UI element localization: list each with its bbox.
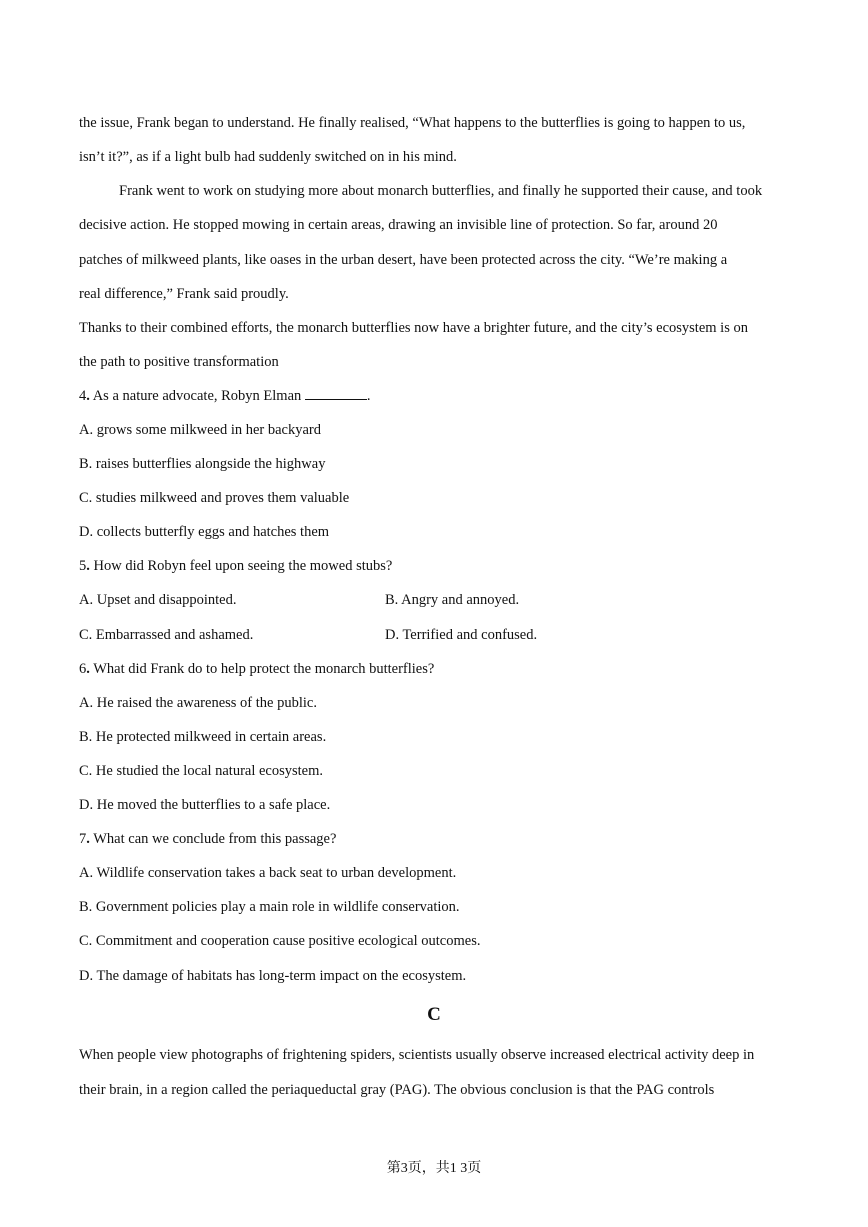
option-d: D. The damage of habitats has long-term impact on the ecosystem.	[79, 968, 467, 984]
question-number: 6	[79, 661, 87, 677]
question-4-stem: 4. As a nature advocate, Robyn Elman .	[79, 388, 371, 404]
passage-line: real difference,” Frank said proudly.	[79, 286, 289, 302]
passage-line: decisive action. He stopped mowing in certain areas, drawing an invisible line of protection. So far, around 20	[79, 217, 718, 233]
option-a: A. Upset and disappointed.	[79, 592, 237, 608]
question-text: What did Frank do to help protect the monarch butterflies?	[93, 661, 435, 677]
option-d: D. He moved the butterflies to a safe place.	[79, 797, 331, 813]
option-a: A. He raised the awareness of the public.	[79, 695, 317, 711]
question-7-stem: 7. What can we conclude from this passage?	[79, 831, 337, 847]
passage-line: the path to positive transformation	[79, 354, 279, 370]
option-b: B. raises butterflies alongside the highway	[79, 456, 326, 472]
question-number: 4	[79, 388, 87, 404]
question-text: How did Robyn feel upon seeing the mowed stubs?	[93, 558, 393, 574]
section-heading: C	[427, 1004, 441, 1025]
passage-line: Thanks to their combined efforts, the monarch butterflies now have a brighter future, and the city’s ecosystem is on	[79, 320, 748, 336]
passage-line: patches of milkweed plants, like oases in the urban desert, have been protected across the city. “We’re making a	[79, 252, 728, 268]
question-text: What can we conclude from this passage?	[93, 831, 337, 847]
option-d: D. Terrified and confused.	[385, 627, 538, 643]
option-d: D. collects butterfly eggs and hatches them	[79, 524, 330, 540]
question-5-stem: 5. How did Robyn feel upon seeing the mowed stubs?	[79, 558, 393, 574]
page-number: 第3页，共1 3页	[386, 1161, 482, 1176]
option-a: A. grows some milkweed in her backyard	[79, 422, 322, 438]
answer-blank	[305, 387, 367, 400]
question-end: .	[366, 388, 371, 404]
option-c: C. Commitment and cooperation cause positive ecological outcomes.	[79, 933, 481, 949]
option-c: C. He studied the local natural ecosystem.	[79, 763, 324, 779]
question-6-stem: 6. What did Frank do to help protect the monarch butterflies?	[79, 661, 435, 677]
question-text: As a nature advocate, Robyn Elman	[92, 388, 302, 404]
option-c: C. studies milkweed and proves them valuable	[79, 490, 350, 506]
passage-line: Frank went to work on studying more about monarch butterflies, and finally he supported their cause, and took	[119, 183, 763, 199]
question-number: 5	[79, 558, 87, 574]
option-b: B. Angry and annoyed.	[385, 592, 520, 608]
option-b: B. Government policies play a main role in wildlife conservation.	[79, 899, 460, 915]
option-c: C. Embarrassed and ashamed.	[79, 627, 254, 643]
option-a: A. Wildlife conservation takes a back seat to urban development.	[79, 865, 457, 881]
question-number: 7	[79, 831, 87, 847]
passage-line: When people view photographs of frightening spiders, scientists usually observe increased electrical activity deep in	[79, 1047, 755, 1063]
option-b: B. He protected milkweed in certain areas.	[79, 729, 327, 745]
passage-line: isn’t it?”, as if a light bulb had suddenly switched on in his mind.	[79, 149, 457, 165]
passage-line: the issue, Frank began to understand. He finally realised, “What happens to the butterflies is going to happen to us,	[79, 115, 746, 131]
passage-line: their brain, in a region called the periaqueductal gray (PAG). The obvious conclusion is that the PAG controls	[79, 1082, 715, 1098]
